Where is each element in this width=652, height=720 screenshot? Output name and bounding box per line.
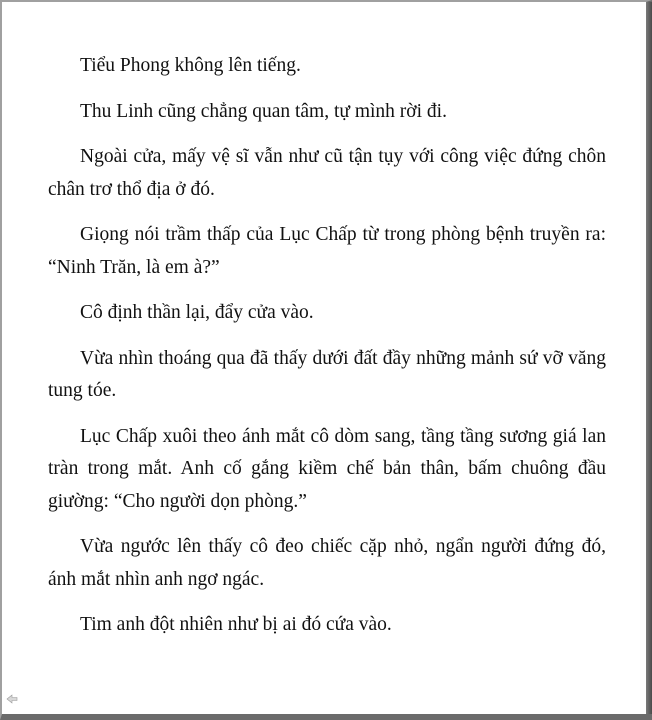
paragraph-2: Thu Linh cũng chẳng quan tâm, tự mình rời đi. — [80, 100, 447, 122]
paragraph-3: Ngoài cửa, mấy vệ sĩ vẫn như cũ tận tụy với công việc đứng chôn chân trơ thổ địa ở đó. — [48, 146, 606, 200]
paragraph-7: Lục Chấp xuôi theo ánh mắt cô dòm sang, tầng tầng sương giá lan tràn trong mắt. Anh cố gắng kiềm chế bản thân, bấm chuông đầu giường: “Cho người dọn phòng.” — [48, 425, 606, 512]
paragraph-9: Tim anh đột nhiên như bị ai đó cứa vào. — [80, 614, 392, 635]
paragraph-5: Cô định thần lại, đẩy cửa vào. — [80, 302, 314, 323]
paragraph-8: Vừa ngước lên thấy cô đeo chiếc cặp nhỏ, ngẩn người đứng đó, ánh mắt nhìn anh ngơ ngác. — [48, 536, 606, 590]
paragraph-1: Tiểu Phong không lên tiếng. — [80, 55, 301, 76]
page-corner-arrow-icon — [6, 694, 18, 704]
paragraph-6: Vừa nhìn thoáng qua đã thấy dưới đất đầy những mảnh sứ vỡ văng tung tóe. — [48, 347, 606, 401]
document-text-body — [48, 50, 606, 655]
paragraph-4: Giọng nói trầm thấp của Lục Chấp từ trong phòng bệnh truyền ra: “Ninh Trăn, là em à?” — [48, 224, 606, 278]
